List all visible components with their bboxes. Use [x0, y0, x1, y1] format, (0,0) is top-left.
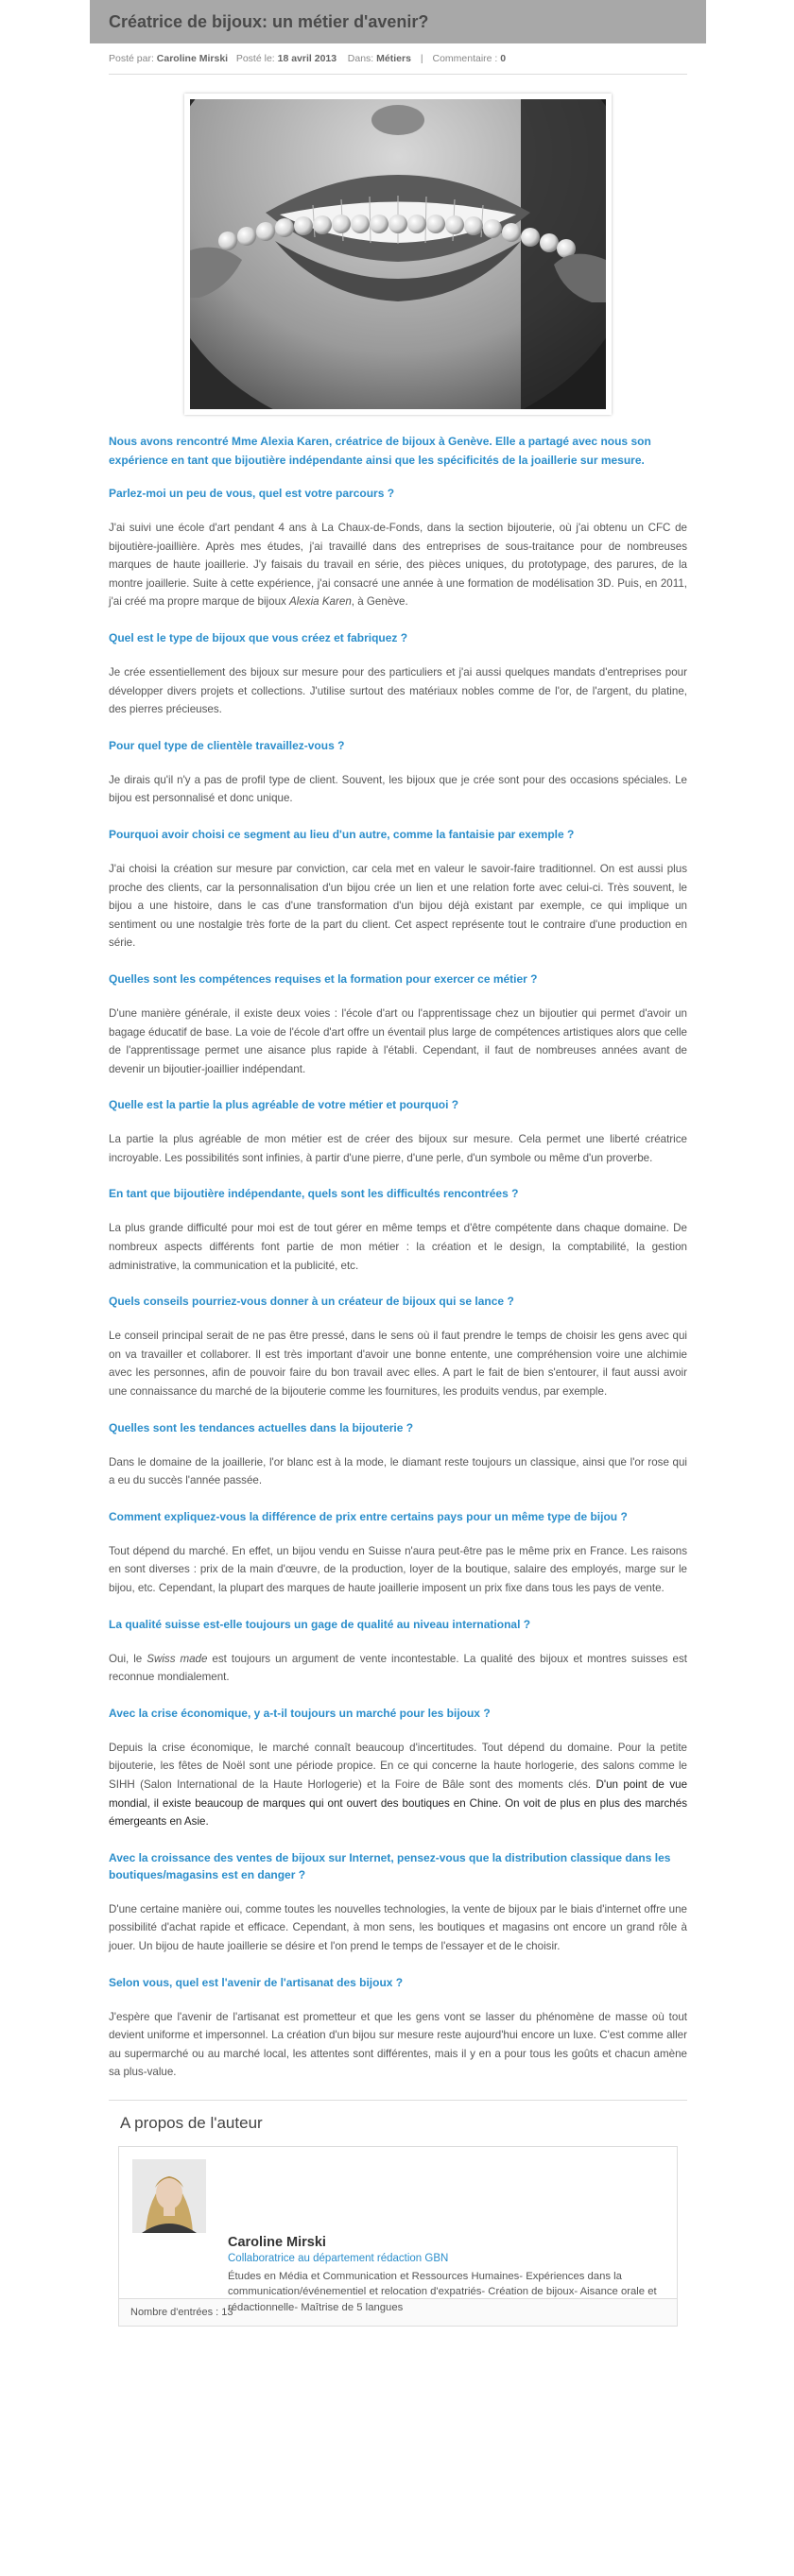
answer: Je crée essentiellement des bijoux sur mesure pour des particuliers et j'ai aussi quelques mandats d'entreprises pour développer divers projets et collections. J'utilise surtout des matériaux nobles comme de l'or, de l'argent, du platine, des pierres précieuses.: [109, 665, 687, 716]
question: Pour quel type de clientèle travaillez-vous ?: [109, 738, 345, 752]
answer: La plus grande difficulté pour moi est de tout gérer en même temps et d'être compétente dans chaque domaine. De nombreux aspects différents font partie de mon métier : la création et le design, la comptabilité, la gestion administrative, la communication et la publicité, etc.: [109, 1222, 687, 1272]
author-box: [118, 2146, 678, 2327]
author-role: Collaboratrice au département rédaction GBN: [228, 2252, 449, 2264]
author-avatar[interactable]: [132, 2159, 206, 2233]
category-label: Dans:: [347, 53, 374, 64]
answer: J'ai suivi une école d'art pendant 4 ans à La Chaux-de-Fonds, dans la section bijouterie, où j'ai obtenu un CFC de bijoutière-joaillière. Après mes études, j'ai travaillé dans des entreprises de sous-traitance pour de nombreuses marques de haute joaillerie. J'y faisais du travail en série, des pièces uniques, du prototypage, des parures, de la montre joaillerie. Suite à cette expérience, j'ai consacré une année à une formation de modélisation 3D. Puis, en 2011, j'ai créé ma propre marque de bijoux Alexia Karen, à Genève.: [109, 522, 687, 609]
question: Avec la croissance des ventes de bijoux sur Internet, pensez-vous que la distribution classique dans les boutiques/magasins est en danger ?: [109, 1850, 671, 1881]
article-title[interactable]: Créatrice de bijoux: un métier d'avenir?: [109, 11, 429, 31]
answer: D'une manière générale, il existe deux voies : l'école d'art ou l'apprentissage chez un bijoutier qui permet d'avoir un bagage éducatif de base. La voie de l'école d'art offre un éventail plus large de compétences artistiques alors que celle de l'apprentissage permet une aisance plus rapide à l'établi. Cependant, il faut de nombreuses années avant de devenir un bijoutier-joaillier indépendant.: [109, 1006, 687, 1075]
answer: Depuis la crise économique, le marché connaît beaucoup d'incertitudes. Tout dépend du domaine. Pour la petite bijouterie, les fêtes de Noël sont une période propice. En ce qui concerne la haute horlogerie, des salons comme le SIHH (Salon International de la Haute Horlogerie) et la Foire de Bâle sont des moments clés. D'un point de vue mondial, il existe beaucoup de marques qui ont ouvert des boutiques en Chine. On voit de plus en plus des marchés émergeants en Asie.: [109, 1741, 688, 1829]
answer: J'ai choisi la création sur mesure par conviction, car cela met en valeur le savoir-faire traditionnel. On est aussi plus proche des clients, car la personnalisation d'un bijou crée un lien et une relation forte avec celui-ci. Très souvent, le bijou a une histoire, dans le cas d'une transformation d'un bijou déjà existant par exemple, ce qui implique un sentiment ou une nostalgie très forte de la part du client. Cet aspect représente tout le contraire d'une production en série.: [109, 862, 687, 950]
author-details: [228, 2235, 662, 2316]
question: Parlez-moi un peu de vous, quel est votre parcours ?: [109, 487, 395, 500]
author-name[interactable]: Caroline Mirski: [228, 2234, 326, 2250]
comments-label: Commentaire :: [432, 53, 498, 64]
question: Quelle est la partie la plus agréable de votre métier et pourquoi ?: [109, 1098, 459, 1112]
pearl-smile-photo: [190, 99, 606, 409]
question: Pourquoi avoir choisi ce segment au lieu d'un autre, comme la fantaisie par exemple ?: [109, 827, 575, 841]
answer: Je dirais qu'il n'y a pas de profil type de client. Souvent, les bijoux que je crée sont pour des occasions spéciales. Le bijou est personnalisé et donc unique.: [109, 773, 687, 805]
comments-count[interactable]: 0: [500, 53, 507, 64]
answer: Tout dépend du marché. En effet, un bijou vendu en Suisse n'aura peut-être pas le même prix en France. Les raisons en sont diverses : prix de la main d'œuvre, de la production, loyer de la boutique, salaire des employés, marge sur le bijou, etc. Cependant, la plupart des marques de haute joaillerie imposent un prix fixe dans tous les pays de vente.: [109, 1544, 687, 1594]
entries-label: Nombre d'entrées :: [130, 2306, 219, 2318]
question: La qualité suisse est-elle toujours un gage de qualité au niveau international ?: [109, 1617, 531, 1631]
title-bar: [90, 0, 706, 43]
answer: Dans le domaine de la joaillerie, l'or blanc est à la mode, le diamant reste toujours un classique, ainsi que l'or rose qui a eu du succès l'année passée.: [109, 1455, 687, 1487]
question: Quels conseils pourriez-vous donner à un créateur de bijoux qui se lance ?: [109, 1295, 514, 1309]
post-date: 18 avril 2013: [277, 53, 337, 64]
question: Selon vous, quel est l'avenir de l'artisanat des bijoux ?: [109, 1975, 404, 1989]
question: Quelles sont les tendances actuelles dans la bijouterie ?: [109, 1420, 414, 1434]
author-link[interactable]: Caroline Mirski: [156, 53, 229, 64]
posted-by-label: Posté par:: [109, 53, 154, 64]
post-meta: [109, 53, 687, 75]
question: Comment expliquez-vous la différence de prix entre certains pays pour un même type de bijou ?: [109, 1509, 628, 1523]
question: Quel est le type de bijoux que vous créez et fabriquez ?: [109, 630, 408, 644]
answer: Oui, le Swiss made est toujours un argument de vente incontestable. La qualité des bijoux et montres suisses est reconnue mondialement.: [109, 1652, 687, 1684]
answer: La partie la plus agréable de mon métier est de créer des bijoux sur mesure. Cela permet une liberté créatrice incroyable. Les possibilités sont infinies, à partir d'une pierre, d'une perle, d'un symbole ou même d'un proverbe.: [109, 1133, 687, 1164]
author-section: [109, 2100, 687, 2327]
article-body: [90, 432, 706, 2082]
article-lead: Nous avons rencontré Mme Alexia Karen, créatrice de bijoux à Genève. Elle a partagé avec nous son expérience en tant que bijoutière indépendante ainsi que les spécificités de la joaillerie sur mesure.: [109, 435, 651, 467]
article-image: [184, 94, 612, 415]
author-section-heading: A propos de l'auteur: [120, 2113, 263, 2132]
answer: J'espère que l'avenir de l'artisanat est prometteur et que les gens vont se lasser du phénomène de masse où tout devient uniforme et impersonnel. La création d'un bijou sur mesure reste aujourd'hui encore un luxe. C'est comme aller au supermarché ou au marché local, les attentes sont différentes, mais il y en a pour tous les goûts et chacun amène sa plus-value.: [109, 2010, 687, 2079]
posted-on-label: Posté le:: [235, 53, 275, 64]
question: Avec la crise économique, y a-t-il toujours un marché pour les bijoux ?: [109, 1706, 491, 1720]
entries-count: 13: [221, 2306, 233, 2318]
meta-separator: |: [420, 53, 423, 64]
swiss-made-term: Swiss made: [147, 1652, 208, 1665]
author-description: Études en Média et Communication et Ressources Humaines- Expériences dans la communication/événementiel et relocation d'expatriés- Création de bijoux- Aisance orale et rédactionnelle- Maîtrise de 5 langues: [228, 2270, 657, 2313]
answer: D'une certaine manière oui, comme toutes les nouvelles technologies, la vente de bijoux par le biais d'internet offre une possibilité d'achat rapide et efficace. Cependant, à mon sens, les boutiques et magasins ont encore un grand rôle à jouer. Un bijou de haute joaillerie se désire et l'on prend le temps de l'essayer et de le choisir.: [109, 1902, 687, 1952]
category-link[interactable]: Métiers: [376, 53, 411, 64]
question: Quelles sont les compétences requises et la formation pour exercer ce métier ?: [109, 971, 538, 986]
brand-name: Alexia Karen: [289, 595, 352, 609]
answer: Le conseil principal serait de ne pas être pressé, dans le sens où il faut prendre le temps de choisir les gens avec qui on va travailler et collaborer. Il est très important d'avoir une bonne entente, une compréhension voire une alchimie avec les personnes, afin de pouvoir faire du bon travail avec elles. A part le fait de bien s'entourer, il faut aussi avoir une connaissance du marché de la bijouterie comme les fournitures, les produits vendus, par exemple.: [109, 1330, 687, 1399]
question: En tant que bijoutière indépendante, quels sont les difficultés rencontrées ?: [109, 1187, 519, 1201]
article-column: [90, 0, 706, 2327]
